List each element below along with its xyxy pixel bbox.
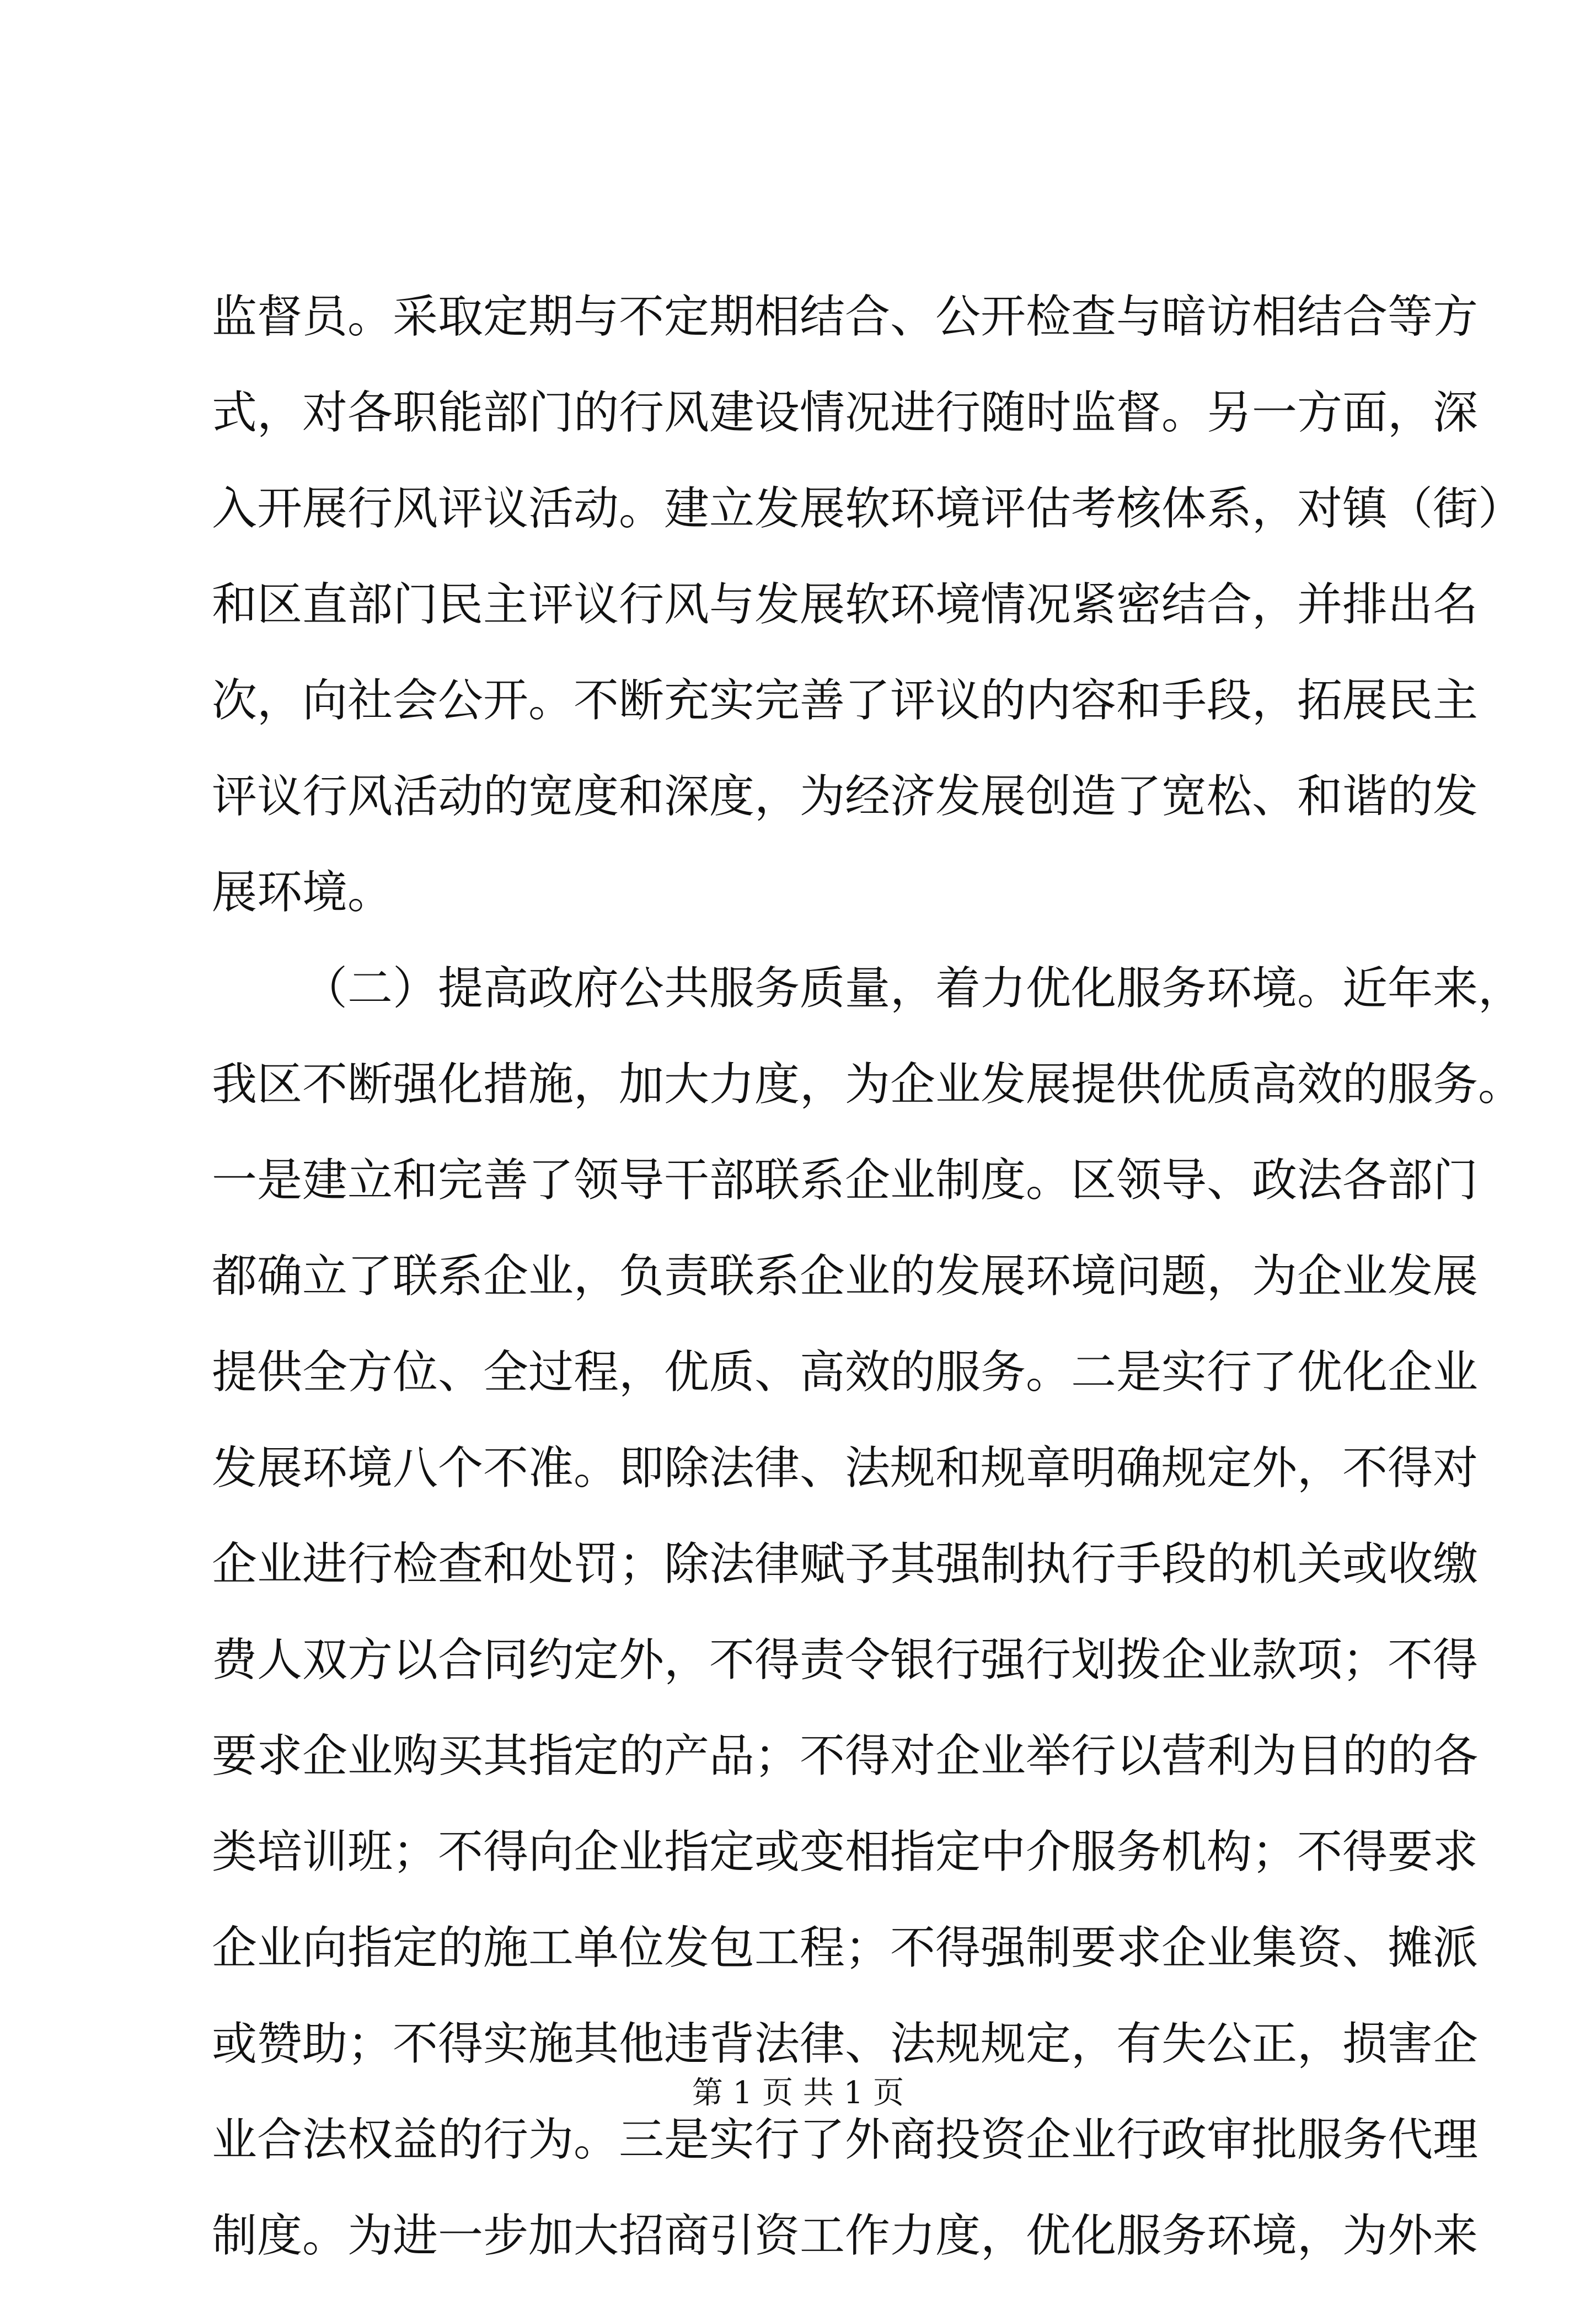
text-line: 展环境。 (212, 866, 393, 919)
text-line: 企业向指定的施工单位发包工程；不得强制要求企业集资、摊派 (212, 1922, 1479, 1974)
text-line: 要求企业购买其指定的产品；不得对企业举行以营利为目的的各 (212, 1730, 1479, 1782)
paragraph-heading-line: （二）提高政府公共服务质量，着力优化服务环境。近年来， (302, 962, 1524, 1015)
text-line: 入开展行风评议活动。建立发展软环境评估考核体系，对镇（街） (212, 483, 1524, 535)
text-line: 评议行风活动的宽度和深度，为经济发展创造了宽松、和谐的发 (212, 770, 1479, 823)
text-line: 费人双方以合同约定外，不得责令银行强行划拨企业款项；不得 (212, 1634, 1479, 1686)
text-line: 我区不断强化措施，加大力度，为企业发展提供优质高效的服务。 (212, 1058, 1524, 1111)
text-line: 式，对各职能部门的行风建设情况进行随时监督。另一方面，深 (212, 387, 1479, 439)
text-line: 制度。为进一步加大招商引资工作力度，优化服务环境，为外来 (212, 2210, 1479, 2262)
text-line: 或赞助；不得实施其他违背法律、法规规定，有失公正，损害企 (212, 2018, 1479, 2070)
text-line: 监督员。采取定期与不定期相结合、公开检查与暗访相结合等方 (212, 291, 1479, 343)
text-line: 一是建立和完善了领导干部联系企业制度。区领导、政法各部门 (212, 1154, 1479, 1207)
text-line: 和区直部门民主评议行风与发展软环境情况紧密结合，并排出名 (212, 578, 1479, 631)
text-line: 都确立了联系企业，负责联系企业的发展环境问题，为企业发展 (212, 1250, 1479, 1303)
text-line: 发展环境八个不准。即除法律、法规和规章明确规定外，不得对 (212, 1442, 1479, 1494)
text-line: 业合法权益的行为。三是实行了外商投资企业行政审批服务代理 (212, 2114, 1479, 2166)
text-line: 类培训班；不得向企业指定或变相指定中介服务机构；不得要求 (212, 1826, 1479, 1878)
text-line: 提供全方位、全过程，优质、高效的服务。二是实行了优化企业 (212, 1346, 1479, 1398)
text-line: 企业进行检查和处罚；除法律赋予其强制执行手段的机关或收缴 (212, 1538, 1479, 1590)
body-text (212, 284, 1524, 2299)
text-line: 次，向社会公开。不断充实完善了评议的内容和手段，拓展民主 (212, 674, 1479, 727)
page-footer: 第 1 页 共 1 页 (692, 2075, 904, 2111)
